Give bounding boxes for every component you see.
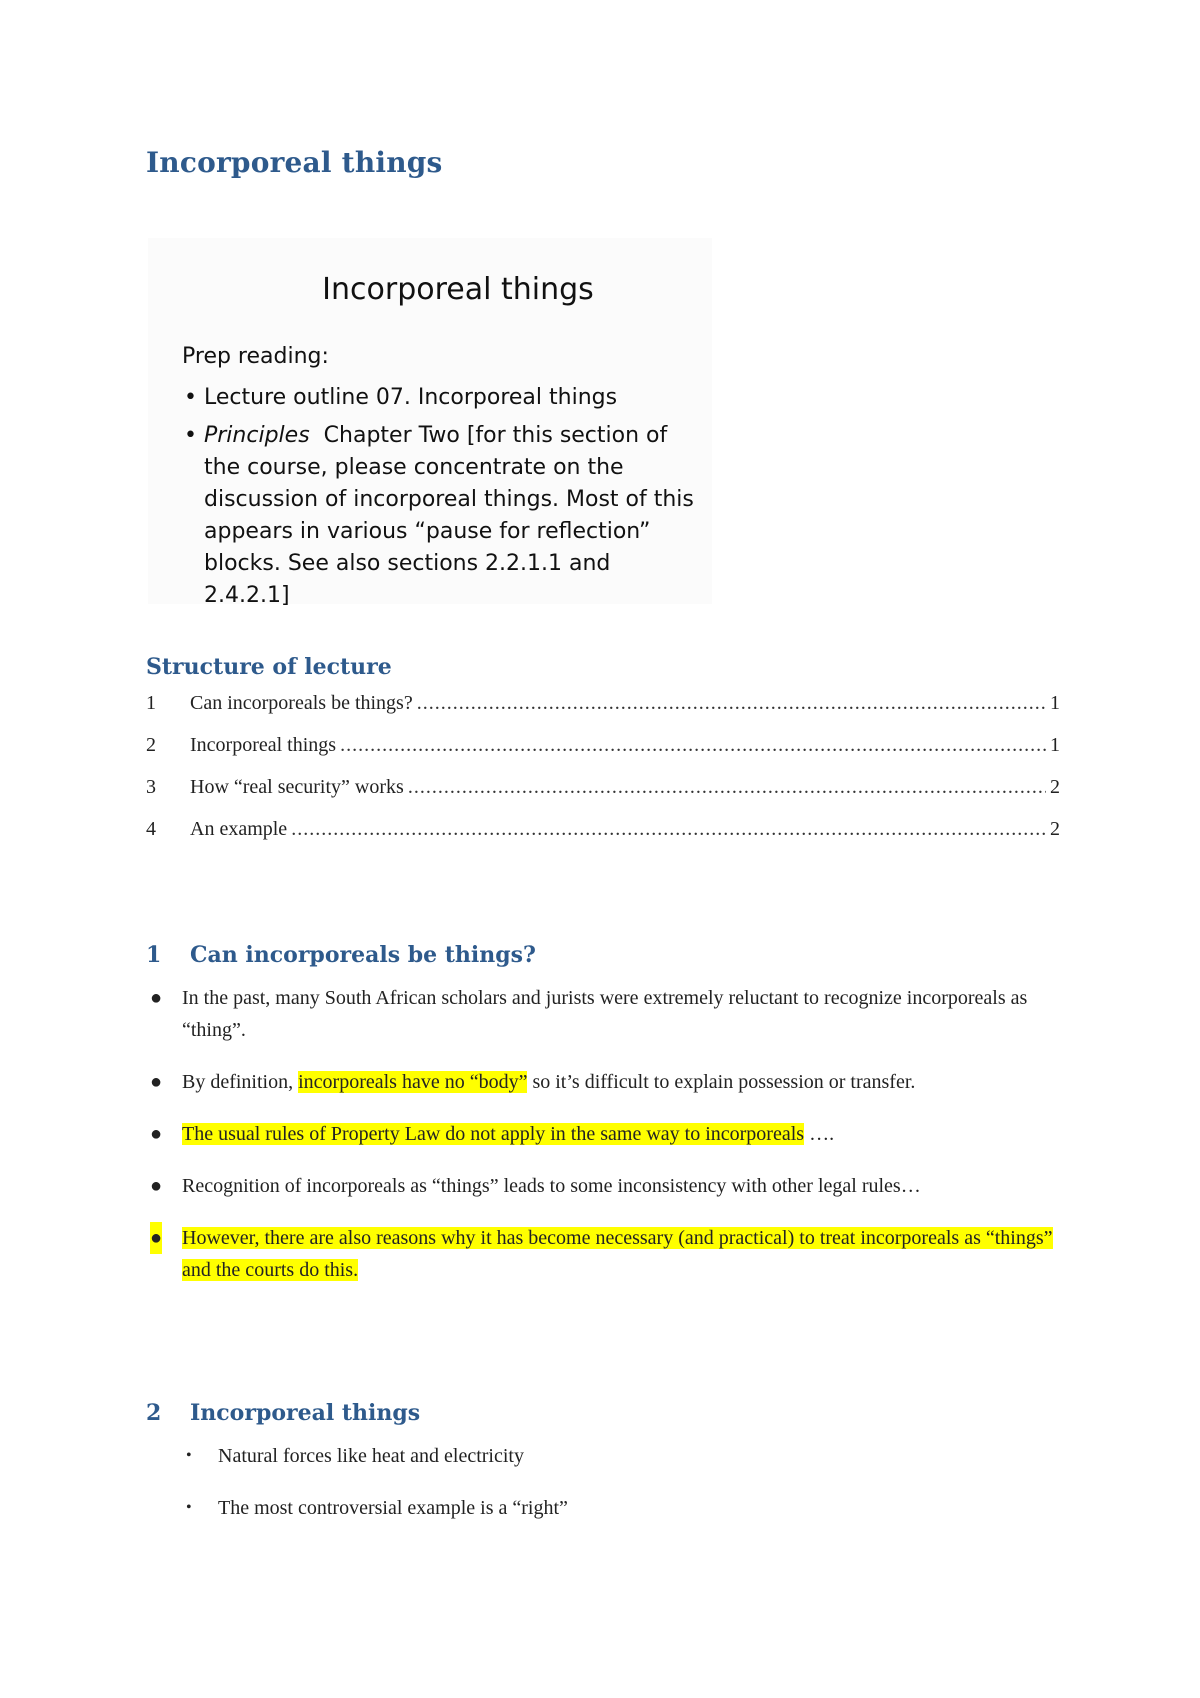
bullet-dot-icon: ●	[150, 1175, 163, 1197]
list-item	[146, 982, 1076, 1046]
toc-leader	[408, 776, 1046, 799]
toc-text: An example	[190, 818, 288, 840]
section-1-bullets	[146, 982, 1076, 1306]
slide-subtitle: Prep reading:	[182, 344, 329, 369]
toc-number: 1	[146, 692, 156, 714]
section-1-heading	[146, 942, 536, 968]
section-2-heading	[146, 1400, 420, 1426]
table-of-contents	[146, 692, 1060, 860]
list-item	[146, 1170, 1076, 1202]
slide-image	[148, 238, 712, 608]
bullet-dot-icon: ●	[150, 987, 163, 1009]
list-item-text: Natural forces like heat and electricity	[218, 1445, 524, 1467]
highlighted-text: The usual rules of Property Law do not apply in the same way to incorporeals	[182, 1123, 805, 1145]
slide-item-text: Chapter Two [for this section of the course, please concentrate on the discussion of incorporeal things. Most of this appears in various “pause for reflection” blocks. See also sections 2.2.1.1 and 2.4.2.1]	[204, 423, 694, 608]
toc-number: 3	[146, 776, 156, 798]
section-title: Can incorporeals be things?	[190, 942, 536, 968]
toc-leader	[291, 818, 1046, 841]
list-item	[146, 1118, 1076, 1150]
toc-number: 2	[146, 734, 156, 756]
section-number: 2	[146, 1400, 162, 1426]
toc-page: 2	[1050, 818, 1060, 840]
list-item-text: The most controversial example is a “right”	[218, 1497, 568, 1519]
list-item	[146, 1222, 1076, 1286]
slide-title: Incorporeal things	[322, 272, 594, 307]
toc-page: 1	[1050, 734, 1060, 756]
slide-item-italic: Principles	[204, 423, 310, 448]
section-number: 1	[146, 942, 162, 968]
list-item-text: By definition,	[182, 1071, 299, 1093]
slide-item	[182, 382, 702, 414]
bullet-dot-icon: •	[186, 1499, 192, 1516]
toc-page: 1	[1050, 692, 1060, 714]
list-item-text: ….	[804, 1123, 835, 1145]
toc-text: How “real security” works	[190, 776, 404, 798]
toc-entry[interactable]	[146, 734, 1060, 776]
list-item	[146, 1066, 1076, 1098]
highlighted-text: However, there are also reasons why it has become necessary (and practical) to treat incorporeals as “things” and the courts do this.	[182, 1227, 1053, 1281]
slide-item-text: Lecture outline 07. Incorporeal things	[204, 385, 618, 410]
list-item	[182, 1492, 1062, 1524]
document-title: Incorporeal things	[146, 146, 443, 179]
section-2-bullets	[182, 1440, 1062, 1544]
bullet-dot-icon: •	[186, 1447, 192, 1464]
toc-entry[interactable]	[146, 776, 1060, 818]
toc-entry[interactable]	[146, 818, 1060, 860]
toc-number: 4	[146, 818, 156, 840]
list-item-text: so it’s difficult to explain possession or transfer.	[527, 1071, 916, 1093]
slide-list	[182, 382, 702, 618]
list-item-text: In the past, many South African scholars and jurists were extremely reluctant to recognize incorporeals as “thing”.	[182, 987, 1028, 1041]
section-title: Incorporeal things	[190, 1400, 421, 1426]
toc-text: Can incorporeals be things?	[190, 692, 413, 714]
bullet-dot-icon: ●	[150, 1071, 163, 1093]
bullet-dot-icon: ●	[150, 1123, 163, 1145]
structure-heading: Structure of lecture	[146, 654, 392, 680]
toc-leader	[417, 692, 1046, 715]
toc-leader	[340, 734, 1046, 757]
list-item-text: Recognition of incorporeals as “things” leads to some inconsistency with other legal rules…	[182, 1175, 921, 1197]
highlighted-text: incorporeals have no “body”	[298, 1071, 528, 1093]
toc-entry[interactable]	[146, 692, 1060, 734]
bullet-dot-icon: ●	[150, 1222, 162, 1254]
toc-text: Incorporeal things	[190, 734, 337, 756]
toc-page: 2	[1050, 776, 1060, 798]
list-item	[182, 1440, 1062, 1472]
slide-item	[182, 420, 702, 612]
